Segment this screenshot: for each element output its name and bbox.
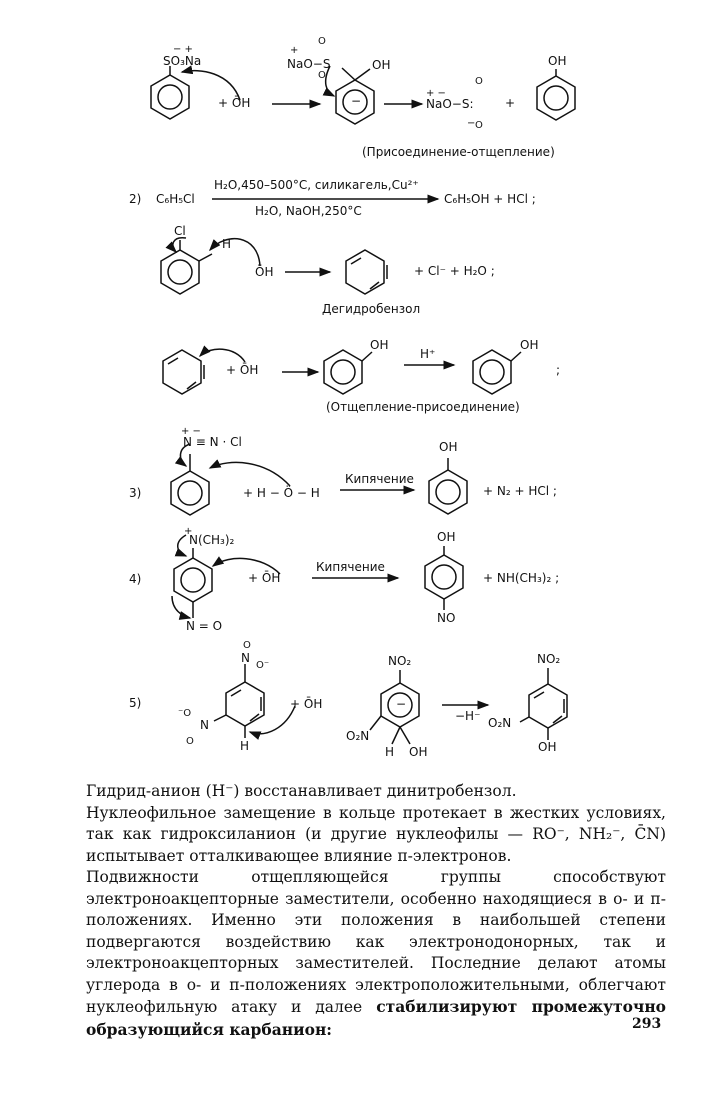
scheme3-product-oh: OH bbox=[439, 440, 458, 454]
scheme1-intermediate-o-bottom: O bbox=[318, 70, 326, 81]
scheme5-nitro-top-o2: O⁻ bbox=[256, 660, 270, 671]
scheme5-intermediate-ring bbox=[370, 670, 419, 744]
scheme4-amine-charge: + bbox=[184, 526, 193, 537]
scheme4-products: + NH(CH₃)₂ ; bbox=[483, 571, 560, 585]
scheme2-condition-top: H₂O,450–500°C, силикагель,Cu²⁺ bbox=[214, 178, 419, 192]
text-para1: Нуклеофильное замещение в кольце протекает в жестких условиях, так как гидроксиланион (и другие нуклеофилы — RO⁻, NH₂⁻, C̄N) испытывает отталкивающее влияние π-электронов. bbox=[86, 803, 666, 865]
scheme5-ring-h: H bbox=[240, 739, 250, 753]
scheme4-amine: N(CH₃)₂ bbox=[189, 533, 235, 547]
scheme1-leaving-group: NaO−S: bbox=[426, 97, 474, 111]
scheme3-diazonium: N ≡ N · Cl bbox=[183, 435, 242, 449]
scheme1-leaving-o-top: O bbox=[475, 76, 483, 87]
scheme2-benzyne-ring bbox=[346, 250, 387, 294]
scheme2-chlorobenzene-ring bbox=[161, 240, 212, 294]
scheme4-product-ring bbox=[425, 546, 463, 610]
body-text bbox=[86, 781, 666, 1041]
scheme4-condition: Кипячение bbox=[316, 560, 385, 574]
scheme3-diazonium-ring bbox=[171, 454, 209, 515]
text-para2-main: Подвижности отщепляющейся группы способствуют электроноакцепторные заместители, особенно находящиеся в о- и п-положениях. Именно эти положения в наибольшей степени подвергаются воздействию как электронодонорных, так и электроноакцепторных заместителей. Последние делают атомы углерода в о- и п-положениях электроположительными, облегчают нуклеофильную атаку и далее bbox=[86, 868, 666, 1016]
scheme5-arrow-label: −H⁻ bbox=[455, 709, 481, 723]
scheme1-phenol-ring bbox=[537, 69, 575, 120]
scheme2-product-oh: OH bbox=[520, 338, 539, 352]
scheme1-product-oh: OH bbox=[548, 54, 567, 68]
scheme1-reactant-charges: − + bbox=[173, 44, 193, 55]
scheme2-benzyne-ring-2 bbox=[163, 350, 204, 394]
scheme2-phenol-ring bbox=[473, 350, 521, 394]
scheme2-products: C₆H₅OH + HCl ; bbox=[444, 192, 536, 206]
scheme4-product-oh: OH bbox=[437, 530, 456, 544]
scheme1-plus: + bbox=[505, 96, 516, 110]
scheme3-condition: Кипячение bbox=[345, 472, 414, 486]
scheme2-curved-arrow-2 bbox=[200, 349, 245, 362]
scheme2-carbanion-ring bbox=[324, 350, 372, 394]
scheme2-semicolon: ; bbox=[556, 363, 561, 377]
scheme2-h: H bbox=[222, 237, 232, 251]
text-para2 bbox=[86, 867, 666, 1041]
scheme5-ring-charge: − bbox=[396, 697, 407, 711]
scheme4-number: 4) bbox=[129, 572, 142, 586]
scheme3-products: + N₂ + HCl ; bbox=[483, 484, 557, 498]
scheme5-product-ring bbox=[520, 668, 567, 740]
scheme2-cl: Cl bbox=[174, 224, 186, 238]
scheme4-curved-arrow-1 bbox=[178, 535, 186, 556]
scheme1-ring-charge: − bbox=[351, 94, 362, 108]
scheme5-nitro-left-o2: O bbox=[186, 736, 194, 747]
scheme2-benzyne-caption: Дегидробензол bbox=[322, 302, 421, 316]
scheme1-nucleophile: + ŌH bbox=[218, 96, 251, 110]
scheme2-h-plus: H⁺ bbox=[420, 347, 436, 361]
scheme5-nucleophile: + ŌH bbox=[290, 697, 323, 711]
scheme3-curved-arrow-2 bbox=[210, 462, 290, 486]
scheme1-intermediate-o-top: O bbox=[318, 36, 326, 47]
scheme1-intermediate-charge: + bbox=[290, 45, 299, 56]
scheme1-intermediate-oh: OH bbox=[372, 58, 391, 72]
page-number: 293 bbox=[632, 1016, 662, 1032]
scheme1-reactant-group: SO₃Na bbox=[163, 54, 202, 68]
scheme1-intermediate-group: NaO−S bbox=[287, 57, 331, 71]
scheme1-leaving-o-minus: − bbox=[467, 118, 476, 129]
scheme4-nucleophile: + ŌH bbox=[248, 571, 281, 585]
scheme4-product-no: NO bbox=[437, 611, 456, 625]
scheme3-phenol-ring bbox=[429, 458, 467, 514]
scheme1-caption: (Присоединение-отщепление) bbox=[362, 145, 555, 159]
scheme2-plus-oh: + ŌH bbox=[226, 363, 259, 377]
scheme2-products2: + Cl⁻ + H₂O ; bbox=[414, 264, 495, 278]
scheme5-dinitro-ring bbox=[214, 664, 264, 738]
scheme5-int-oh: OH bbox=[409, 745, 428, 759]
scheme5-nitro-top: N bbox=[241, 651, 250, 665]
scheme3-water: + H − Ö − H bbox=[243, 486, 320, 500]
scheme5-prod-no2-left: O₂N bbox=[488, 716, 512, 730]
scheme2-ring-oh: OH bbox=[370, 338, 389, 352]
scheme2-oh: ŌH bbox=[255, 265, 274, 279]
scheme2-number: 2) bbox=[129, 192, 142, 206]
scheme1-leaving-charges: + − bbox=[426, 88, 446, 99]
scheme5-prod-no2-top: NO₂ bbox=[537, 652, 561, 666]
scheme2-curved-arrow-h bbox=[210, 239, 260, 266]
scheme5-int-no2-left: O₂N bbox=[346, 729, 370, 743]
scheme5-number: 5) bbox=[129, 696, 142, 710]
scheme2-caption: (Отщепление-присоединение) bbox=[326, 400, 520, 414]
scheme5-int-h: H bbox=[385, 745, 395, 759]
scheme2-condition-bottom: H₂O, NaOH,250°C bbox=[255, 204, 362, 218]
scheme1-leaving-o-bottom: O bbox=[475, 120, 483, 131]
scheme3-diazonium-charges: + − bbox=[181, 426, 201, 437]
scheme2-reactant: C₆H₅Cl bbox=[156, 192, 195, 206]
scheme5-prod-oh: OH bbox=[538, 740, 557, 754]
scheme5-nitro-left: N bbox=[200, 718, 209, 732]
scheme3-number: 3) bbox=[129, 486, 142, 500]
scheme4-nitroso: N = O bbox=[186, 619, 223, 633]
text-para2-bold: стабилизируют промежуточно образующийся карбанион: bbox=[86, 997, 667, 1039]
text-line1: Гидрид-анион (H⁻) восстанавливает динитробензол. bbox=[86, 782, 517, 800]
scheme5-int-no2-top: NO₂ bbox=[388, 654, 412, 668]
scheme5-nitro-top-o1: O bbox=[243, 640, 251, 651]
scheme1-benzenesulfonate-ring bbox=[151, 66, 189, 119]
scheme4-amine-ring bbox=[174, 548, 212, 618]
scheme5-nitro-left-o1: ⁻O bbox=[178, 708, 192, 719]
